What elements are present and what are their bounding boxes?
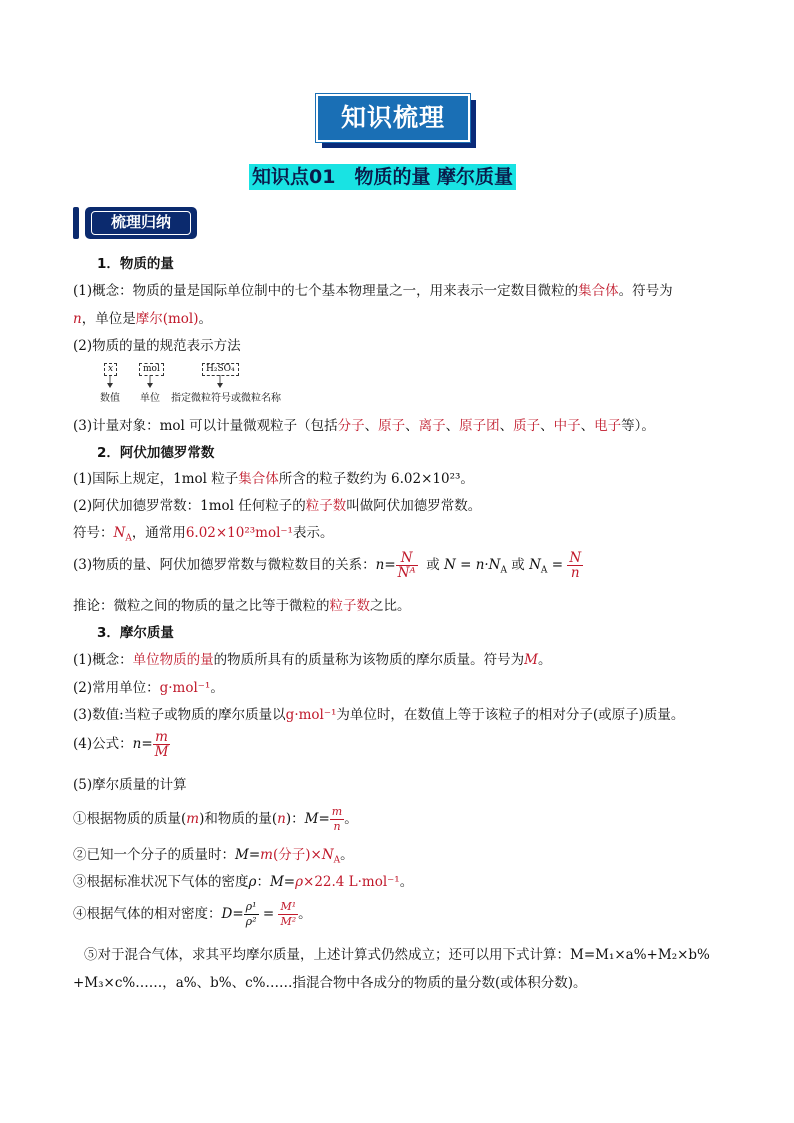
s3-c1eq: M=	[304, 811, 330, 827]
s3-p1a: (1)概念：	[73, 652, 133, 668]
s3-c2d: (分子)×	[272, 847, 322, 863]
s3-p4a: (4)公式：	[73, 736, 133, 752]
s3-c4a: ④根据气体的相对密度：	[73, 906, 222, 922]
s3-c3rho: ρ	[248, 874, 257, 890]
s3-c3d: ρ	[295, 874, 304, 890]
s2-p3f: 表示。	[292, 525, 334, 541]
s1-p1a: (1)概念：物质的量是国际单位制中的七个基本物理量之一，用来表示一定数目微粒的	[73, 283, 579, 299]
s1-heading: 1．物质的量	[97, 256, 174, 272]
s3-c4eq: =	[258, 906, 279, 922]
s1-p3-item: 原子团	[459, 418, 500, 434]
s3-c1	[73, 805, 358, 834]
s2-p1c: 所含的粒子数约为 6.02×10²³。	[278, 471, 474, 487]
fraction-rho	[244, 900, 259, 929]
fraction-m-over-M	[153, 730, 171, 759]
s3-p2	[73, 676, 224, 696]
s2-p4-na: N	[529, 557, 541, 573]
s3-c2e: N	[321, 847, 334, 863]
s3-p2b: g·mol⁻¹	[159, 680, 211, 696]
s3-c5-line1: ⑤对于混合气体，求其平均摩尔质量，上述计算式仍然成立；还可以用下式计算：M=M₁×a%+M₂×b%	[84, 947, 710, 963]
s3-c2c: m	[260, 847, 273, 863]
s3-p1	[73, 648, 551, 668]
s3-c3b: ：	[256, 874, 270, 890]
s1-p3-item: 质子	[513, 418, 541, 434]
sep: 、	[540, 418, 554, 434]
s3-c3end: 。	[399, 874, 414, 890]
s3-c3e: ×22.4 L·mol⁻¹	[303, 874, 400, 890]
s2-p3e: 6.02×10²³mol⁻¹	[185, 525, 293, 541]
s1-p3-item: 电子	[594, 418, 622, 434]
s3-p4	[73, 730, 170, 759]
s2-p3	[73, 521, 333, 544]
frac-denominator: M²	[280, 915, 297, 928]
s3-p1b: 单位物质的量	[132, 652, 214, 668]
s3-c1c: )：	[285, 811, 305, 827]
s2-p4-or2: 或	[511, 557, 525, 573]
s2-p4-eq: =	[384, 557, 396, 573]
s2-p5b: 粒子数	[329, 598, 370, 614]
s3-p2c: 。	[210, 680, 224, 696]
label-specify: 指定微粒符号或微粒名称	[171, 393, 281, 404]
frac-denominator: n	[333, 820, 341, 833]
s2-p2	[73, 494, 481, 514]
s1-p3-item: 分子	[337, 418, 365, 434]
s3-c3c: M=	[269, 874, 296, 890]
s3-c3a: ③根据标准状况下气体的密度	[73, 874, 249, 890]
s3-c1a: ①根据物质的质量(	[73, 811, 187, 827]
s3-c2end: 。	[340, 847, 354, 863]
s2-p2b: 粒子数	[305, 498, 347, 514]
sep: 、	[580, 418, 595, 434]
diagram-arrows	[100, 375, 250, 389]
s3-c2f: A	[333, 855, 341, 866]
frac-numerator: m	[331, 805, 343, 818]
s1-p3-item: 原子	[378, 418, 406, 434]
s1-p1e: ，单位是	[81, 311, 136, 327]
section-pill-frame	[91, 211, 191, 235]
label-unit: 单位	[140, 393, 160, 404]
s1-p1b: 集合体	[578, 283, 619, 299]
fraction-n-over-n	[567, 551, 583, 580]
s3-c4end: 。	[298, 906, 312, 922]
s2-p5c: 之比。	[370, 598, 411, 614]
s1-p3-item: 中子	[553, 418, 581, 434]
s3-p3c: 为单位时，在数值上等于该粒子的相对分子(或原子)质量。	[336, 707, 685, 723]
s2-p4a: (3)物质的量、阿伏加德罗常数与微粒数目的关系：	[73, 557, 376, 573]
s2-p4	[73, 551, 583, 580]
knowledge-point-title: 知识点01 物质的量 摩尔质量	[249, 164, 516, 190]
pill-accent-bar	[73, 207, 79, 239]
s3-c1b: )和物质的量(	[199, 811, 278, 827]
frac-denominator: Nᴬ	[397, 565, 416, 581]
s2-p1b: 集合体	[238, 471, 279, 487]
s3-p3	[73, 703, 684, 723]
sep: 、	[445, 418, 460, 434]
section-banner	[316, 94, 470, 142]
box-x: x	[104, 363, 117, 376]
s3-c4b: D=	[221, 906, 244, 922]
sep: 、	[405, 418, 419, 434]
s3-c3	[73, 870, 413, 890]
fraction-m-over-n	[330, 805, 344, 834]
s1-p1d: n	[73, 311, 82, 327]
s3-c4	[73, 900, 312, 929]
s1-p3a: (3)计量对象：mol 可以计量微观粒子（包括	[73, 418, 338, 434]
s2-p3d: ，通常用	[131, 525, 186, 541]
s1-p3b: 等）。	[621, 418, 655, 434]
s3-p3b: g·mol⁻¹	[285, 707, 337, 723]
s3-p4b: n=	[132, 736, 153, 752]
frac-numerator: m	[153, 730, 171, 745]
sep: 、	[499, 418, 514, 434]
s2-p4-mid-sub: A	[500, 565, 507, 576]
frac-numerator: N	[569, 550, 582, 566]
s3-p1e: 。	[537, 652, 552, 668]
s1-p3-item: 离子	[418, 418, 446, 434]
fraction-n-over-na	[396, 551, 418, 580]
s2-p2a: (2)阿伏加德罗常数：1mol 任何粒子的	[73, 498, 306, 514]
frac-numerator: N	[396, 551, 418, 566]
frac-denominator: M	[154, 744, 169, 760]
s2-p1	[73, 467, 474, 487]
s3-p2a: (2)常用单位：	[73, 680, 160, 696]
s2-p4-mid: N = n·N	[443, 557, 501, 573]
s3-p1d: M	[524, 652, 538, 668]
s3-heading: 3．摩尔质量	[97, 625, 174, 641]
s2-p5a: 推论：微粒之间的物质的量之比等于微粒的	[73, 598, 330, 614]
label-value: 数值	[100, 393, 120, 404]
s1-p1-line2	[73, 307, 212, 327]
s2-heading: 2．阿伏加德罗常数	[97, 445, 215, 461]
s3-c2b: M=	[235, 847, 261, 863]
frac-denominator: ρ²	[245, 915, 257, 928]
s2-p4-n: n	[375, 557, 385, 573]
box-mol: mol	[139, 363, 164, 376]
frac-numerator: ρ¹	[245, 900, 257, 913]
s3-c2a: ②已知一个分子的质量时：	[73, 847, 235, 863]
sep: 、	[364, 418, 379, 434]
s1-p1-line1	[73, 279, 673, 299]
s3-c2	[73, 843, 354, 866]
s2-p4-na-sub: A	[540, 565, 548, 576]
banner-title: 知识梳理	[340, 103, 445, 132]
s1-p1c: 。符号为	[618, 283, 673, 299]
s2-p4-or1: 或	[426, 557, 440, 573]
fraction-M	[278, 900, 298, 929]
s3-p5: (5)摩尔质量的计算	[73, 777, 187, 793]
s1-p3	[73, 414, 655, 434]
section-pill-label: 梳理归纳	[110, 213, 171, 231]
s1-p2: (2)物质的量的规范表示方法	[73, 338, 241, 354]
box-h2so4: H₂SO₄	[202, 363, 239, 376]
s3-p3a: (3)数值:当粒子或物质的摩尔质量以	[73, 707, 286, 723]
s2-p1a: (1)国际上规定，1mol 粒子	[73, 471, 239, 487]
s2-p2c: 叫做阿伏加德罗常数。	[346, 498, 482, 514]
s3-c5-line2: +M₃×c%……，a%、b%、c%……指混合物中各成分的物质的量分数(或体积分数)。	[73, 975, 587, 991]
s1-p1g: 。	[198, 311, 212, 327]
s3-c1end: 。	[344, 811, 358, 827]
s2-p5	[73, 594, 411, 614]
s1-p1f: 摩尔(mol)	[135, 311, 199, 327]
s3-p1c: 的物质所具有的质量称为该物质的摩尔质量。符号为	[213, 652, 525, 668]
s2-p3c: A	[125, 533, 132, 544]
s2-p3b: N	[113, 525, 126, 541]
frac-denominator: n	[570, 565, 580, 581]
frac-numerator: M¹	[280, 900, 297, 913]
s3-c1n: n	[277, 811, 286, 827]
s2-p4-eq2: =	[547, 557, 568, 573]
s3-c1m: m	[186, 811, 200, 827]
s2-p3a: 符号：	[73, 525, 114, 541]
